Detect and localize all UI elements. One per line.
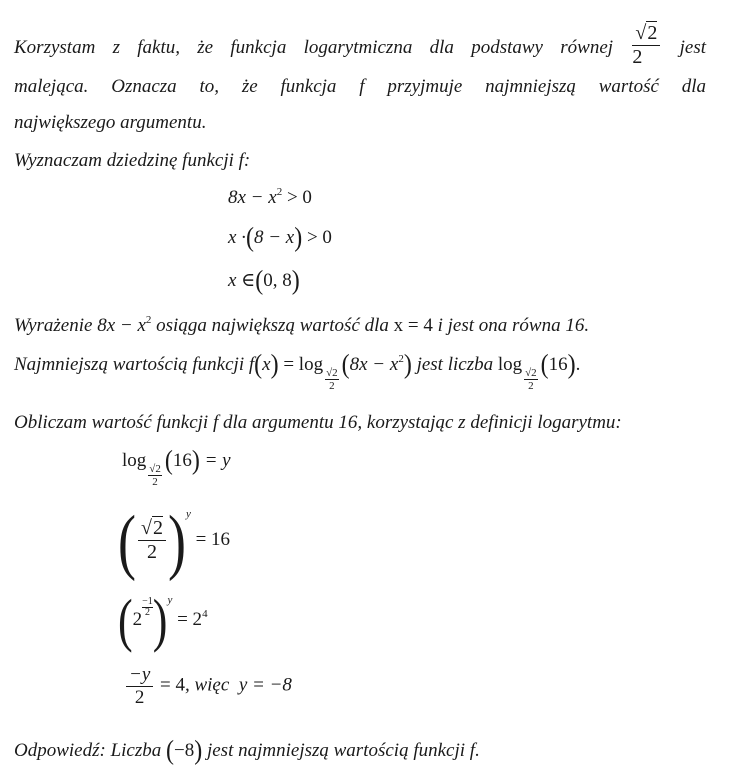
answer-label: Odpowiedź bbox=[14, 740, 100, 761]
compute-heading: Obliczam wartość funkcji f dla argumentu 16, korzystając z definicji logarytmu: bbox=[14, 412, 622, 433]
domain-heading: Wyznaczam dziedzinę funkcji f: bbox=[14, 150, 251, 171]
paragraph-line-1 bbox=[14, 22, 706, 69]
solution-equation: $\frac{-y}{2}$ = 4, więc y = −8 bbox=[124, 664, 292, 709]
power-equation-1: ( $\frac{√2}{2}$ )$^y$ = 16 bbox=[118, 500, 231, 582]
min-value-statement: Najmniejszą wartością funkcji f(x) = log $\frac{√2}{2}$ $(8x - x^2)$ jest liczba log $\frac{√2}{2}$ (16). bbox=[14, 349, 581, 393]
text-jest: jest bbox=[679, 37, 707, 58]
paragraph-line-2: malejąca. Oznacza to, że funkcja f przyjmuje najmniejszą wartość dla bbox=[14, 76, 706, 97]
log-equation: log $\frac{√2}{2}$ (16) = y bbox=[122, 445, 231, 489]
max-value-statement: Wyrażenie $8x - x^2$ osiąga największą wartość dla x = 4 i jest ona równa 16. bbox=[14, 314, 590, 336]
domain-inequality-1: $8x - x^2 > 0$ bbox=[228, 186, 312, 208]
text-fact-intro: Korzystam z faktu, że funkcja logarytmiczna dla podstawy równej bbox=[14, 37, 614, 58]
domain-interval: x ∈(0, 8) bbox=[228, 265, 300, 296]
domain-inequality-2: x ·(8 − x) > 0 bbox=[228, 222, 332, 253]
paragraph-line-3: największego argumentu. bbox=[14, 112, 207, 133]
base-fraction: $\frac{√2}{2}$ bbox=[632, 22, 660, 69]
answer-line: Odpowiedź: Liczba (−8) jest najmniejszą wartością funkcji f. bbox=[14, 735, 480, 766]
power-equation-2: (2 $\frac{-1}{2}$ )$^y = 2^4$ bbox=[118, 587, 208, 654]
